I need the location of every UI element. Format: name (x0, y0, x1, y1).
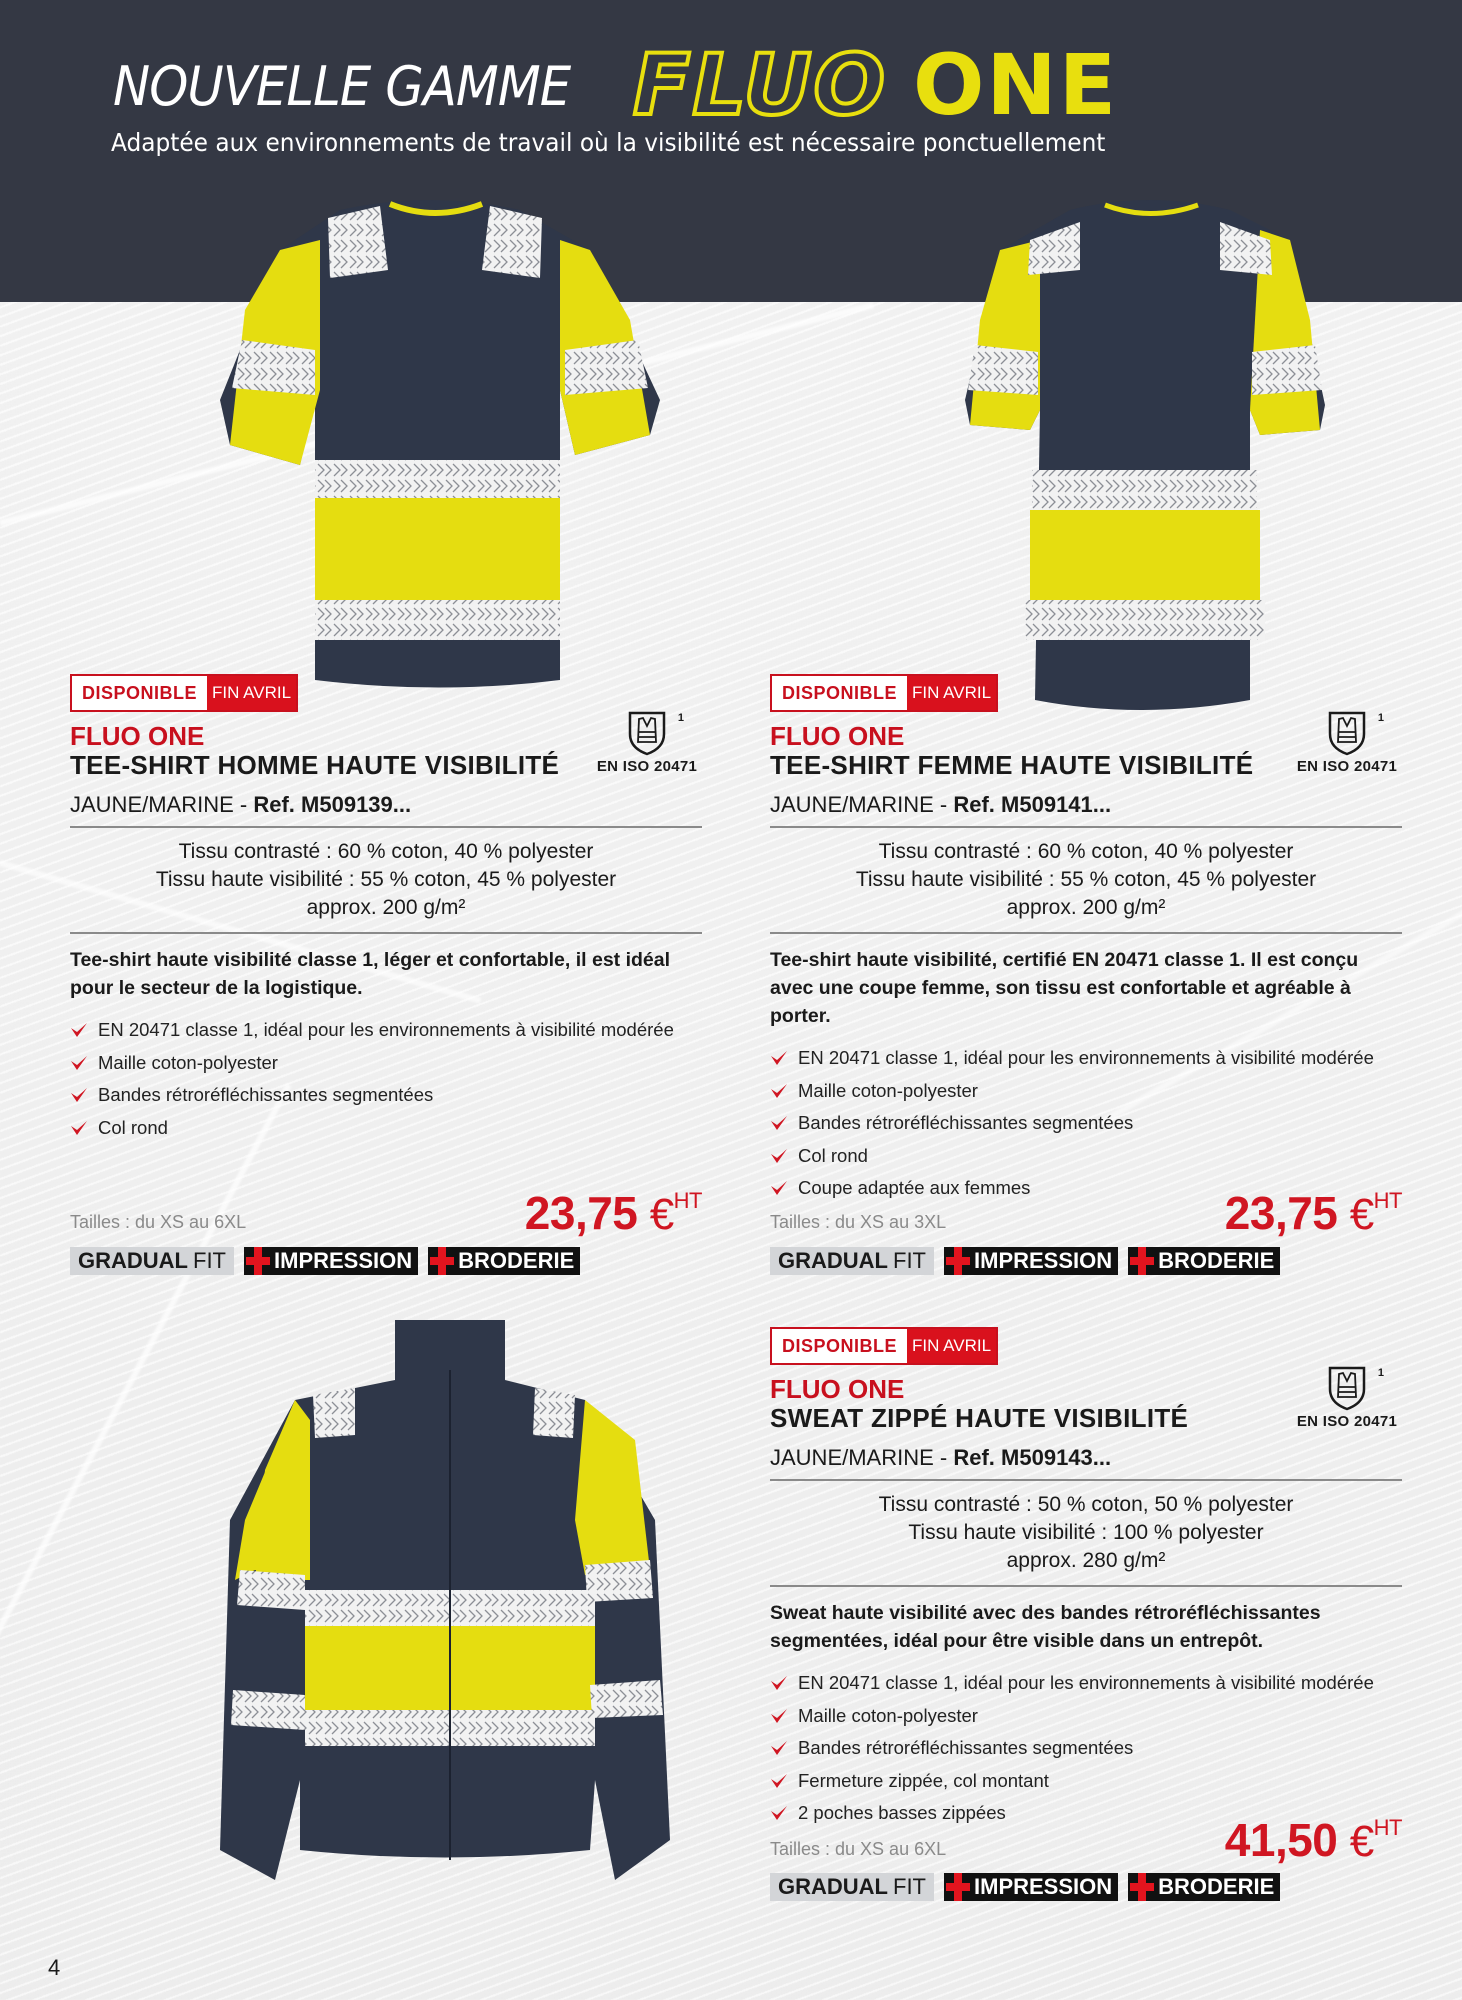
certification-label: EN ISO 20471 (1296, 1413, 1398, 1430)
size-range: Tailles : du XS au 6XL (770, 1839, 947, 1859)
product-description: Tee-shirt haute visibilité classe 1, léger et confortable, il est idéal pour le secteur de la logistique. (70, 949, 671, 999)
product-reference (770, 790, 1402, 828)
feature-item: Coupe adaptée aux femmes (770, 1172, 1402, 1205)
product-image-tee-homme (220, 190, 660, 690)
feature-item: Col rond (70, 1112, 702, 1145)
product-brand: FLUO ONE (770, 721, 905, 751)
feature-item: Fermeture zippée, col montant (770, 1765, 1402, 1798)
certification (592, 710, 702, 775)
badge-status: DISPONIBLE (782, 1335, 898, 1356)
feature-list (770, 1042, 1402, 1205)
hi-vis-vest-shield-icon (1327, 1365, 1367, 1411)
feature-item: EN 20471 classe 1, idéal pour les environnements à visibilité modérée (770, 1667, 1402, 1700)
availability-badge (770, 1327, 998, 1365)
product-name: TEE-SHIRT FEMME HAUTE VISIBILITÉ (770, 750, 1254, 780)
check-icon (70, 1054, 88, 1072)
price-amount: 23,75 (1224, 1187, 1338, 1239)
check-icon (770, 1049, 788, 1067)
check-icon (770, 1082, 788, 1100)
feature-item: Bandes rétroréfléchissantes segmentées (770, 1732, 1402, 1765)
availability-badge (770, 674, 998, 712)
plus-icon (1128, 1873, 1156, 1901)
product-card-sweat-zippe (770, 1327, 1402, 1907)
broderie-tag: BRODERIE (428, 1247, 580, 1275)
check-icon (70, 1119, 88, 1137)
feature-item: Maille coton-polyester (70, 1047, 702, 1080)
hi-vis-vest-shield-icon (627, 710, 667, 756)
product-color: JAUNE/MARINE (770, 792, 934, 817)
page-number: 4 (48, 1955, 61, 1980)
option-tags (770, 1247, 1280, 1275)
check-icon (770, 1804, 788, 1822)
plus-icon (944, 1873, 972, 1901)
impression-tag: IMPRESSION (944, 1873, 1118, 1901)
badge-status: DISPONIBLE (782, 682, 898, 703)
price-suffix: HT (1373, 1188, 1402, 1213)
badge-date: FIN AVRIL (207, 676, 296, 710)
feature-item: Bandes rétroréfléchissantes segmentées (70, 1079, 702, 1112)
impression-tag: IMPRESSION (944, 1247, 1118, 1275)
spec-line: Tissu contrasté : 60 % coton, 40 % polyester (878, 840, 1294, 863)
price-suffix: HT (1373, 1815, 1402, 1840)
check-icon (70, 1021, 88, 1039)
size-range: Tailles : du XS au 3XL (770, 1212, 947, 1232)
plus-icon (944, 1247, 972, 1275)
spec-line: Tissu contrasté : 50 % coton, 50 % polyester (878, 1493, 1294, 1516)
product-name: TEE-SHIRT HOMME HAUTE VISIBILITÉ (70, 750, 560, 780)
price-currency: € (649, 1190, 674, 1239)
check-icon (70, 1086, 88, 1104)
title-brand-solid: ONE (913, 36, 1119, 134)
product-description: Sweat haute visibilité avec des bandes rétroréfléchissantes segmentées, idéal pour être visible dans un entrepôt. (770, 1602, 1321, 1652)
broderie-tag: BRODERIE (1128, 1247, 1280, 1275)
certification-class: 1 (677, 712, 684, 724)
size-range: Tailles : du XS au 6XL (70, 1212, 247, 1232)
check-icon (770, 1147, 788, 1165)
spec-line: Tissu haute visibilité : 55 % coton, 45 % polyester (155, 868, 617, 891)
page-subtitle: Adaptée aux environnements de travail où la visibilité est nécessaire ponctuellement (111, 128, 1106, 157)
feature-item: 2 poches basses zippées (770, 1797, 1402, 1830)
feature-item: Bandes rétroréfléchissantes segmentées (770, 1107, 1402, 1140)
badge-date: FIN AVRIL (907, 676, 996, 710)
certification-label: EN ISO 20471 (1296, 758, 1398, 775)
check-icon (770, 1772, 788, 1790)
spec-line: Tissu contrasté : 60 % coton, 40 % polyester (178, 840, 594, 863)
certification-label: EN ISO 20471 (596, 758, 698, 775)
spec-line: approx. 280 g/m² (1006, 1549, 1166, 1572)
price-currency: € (1349, 1817, 1374, 1866)
title-brand-outline: FLUO (633, 36, 887, 134)
feature-item: Maille coton-polyester (770, 1075, 1402, 1108)
price (1225, 1813, 1402, 1867)
feature-list (70, 1014, 702, 1144)
fabric-specs (70, 828, 702, 934)
check-icon (770, 1114, 788, 1132)
plus-icon (428, 1247, 456, 1275)
spec-line: approx. 200 g/m² (306, 896, 466, 919)
price-currency: € (1349, 1190, 1374, 1239)
product-color: JAUNE/MARINE (70, 792, 234, 817)
product-image-tee-femme (960, 190, 1340, 720)
product-card-tee-femme (770, 674, 1402, 1284)
product-brand: FLUO ONE (70, 721, 205, 751)
certification (1292, 1365, 1402, 1430)
certification-class: 1 (1377, 712, 1384, 724)
impression-tag: IMPRESSION (244, 1247, 418, 1275)
price-amount: 41,50 (1224, 1814, 1338, 1866)
product-ref: Ref. M509143... (953, 1445, 1112, 1470)
check-icon (770, 1674, 788, 1692)
product-reference (70, 790, 702, 828)
gradual-fit-tag: GRADUAL FIT (770, 1873, 934, 1901)
gradual-fit-tag: GRADUAL FIT (70, 1247, 234, 1275)
spec-line: Tissu haute visibilité : 55 % coton, 45 % polyester (855, 868, 1317, 891)
hi-vis-vest-shield-icon (1327, 710, 1367, 756)
product-name: SWEAT ZIPPÉ HAUTE VISIBILITÉ (770, 1403, 1189, 1433)
price (525, 1186, 702, 1240)
badge-date: FIN AVRIL (907, 1329, 996, 1363)
product-color: JAUNE/MARINE (770, 1445, 934, 1470)
ref-separator: - (933, 792, 954, 817)
check-icon (770, 1739, 788, 1757)
availability-badge (70, 674, 298, 712)
check-icon (770, 1707, 788, 1725)
page-title (113, 36, 1119, 134)
broderie-tag: BRODERIE (1128, 1873, 1280, 1901)
price-suffix: HT (673, 1188, 702, 1213)
plus-icon (244, 1247, 272, 1275)
ref-separator: - (233, 792, 254, 817)
product-ref: Ref. M509139... (253, 792, 412, 817)
feature-item: Col rond (770, 1140, 1402, 1173)
plus-icon (1128, 1247, 1156, 1275)
product-reference (770, 1443, 1402, 1481)
spec-line: approx. 200 g/m² (1006, 896, 1166, 919)
feature-item: EN 20471 classe 1, idéal pour les environnements à visibilité modérée (70, 1014, 702, 1047)
price-amount: 23,75 (524, 1187, 638, 1239)
ref-separator: - (933, 1445, 954, 1470)
feature-item: EN 20471 classe 1, idéal pour les environnements à visibilité modérée (770, 1042, 1402, 1075)
feature-list (770, 1667, 1402, 1830)
product-image-sweat-zippe (195, 1320, 685, 1920)
certification-class: 1 (1377, 1367, 1384, 1379)
check-icon (770, 1179, 788, 1197)
product-ref: Ref. M509141... (953, 792, 1112, 817)
option-tags (70, 1247, 580, 1275)
title-prefix: NOUVELLE GAMME (113, 55, 571, 118)
product-description: Tee-shirt haute visibilité, certifié EN 20471 classe 1. Il est conçu avec une coupe femme, son tissu est confortable et agréable à porter. (770, 949, 1359, 1027)
option-tags (770, 1873, 1280, 1901)
price (1225, 1186, 1402, 1240)
gradual-fit-tag: GRADUAL FIT (770, 1247, 934, 1275)
feature-item: Maille coton-polyester (770, 1700, 1402, 1733)
badge-status: DISPONIBLE (82, 682, 198, 703)
certification (1292, 710, 1402, 775)
spec-line: Tissu haute visibilité : 100 % polyester (908, 1521, 1264, 1544)
fabric-specs (770, 1481, 1402, 1587)
product-brand: FLUO ONE (770, 1374, 905, 1404)
fabric-specs (770, 828, 1402, 934)
product-card-tee-homme (70, 674, 702, 1284)
